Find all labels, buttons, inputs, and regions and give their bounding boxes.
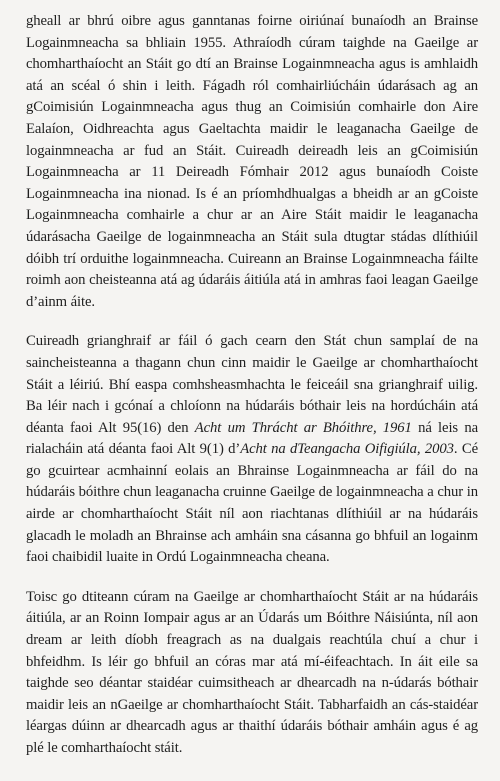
act-title-road-traffic: Acht um Thrácht ar Bhóithre, 1961 (194, 419, 412, 436)
body-paragraph-3 (26, 587, 478, 760)
paragraph-2-text-b: ná leis na rialacháin atá déanta faoi Alt 9(1) d’ (26, 419, 479, 458)
act-title-official-languages: Acht na dTeangacha Oifigiúla, 2003 (240, 441, 454, 458)
paragraph-2-text-a: Cuireadh grianghraif ar fáil ó gach cearn den Stát chun samplaí de na saincheisteanna a thagann chun cinn maidir le Gaeilge ar chomharthaíocht Stáit a léiriú. Bhí easpa comhsheasmhachta le feiceáil sna grianghraif uilig. Ba léir nach i gcónaí a chloíonn na húdaráis bóthair leis na hordúcháin atá déanta faoi Alt 95(16) den (26, 333, 478, 436)
body-paragraph-2 (26, 331, 478, 569)
paragraph-1-text: gheall ar bhrú oibre agus ganntanas foirne oiriúnaí bunaíodh an Brainse Logainmneacha sa bhliain 1955. Athraíodh cúram taighde na Gaeilge ar chomharthaíocht an Stáit go dtí an Brainse Logainmneacha agus is amhlaidh atá an scéal ó shin i leith. Fágadh ról comhairliúcháin údarásach ag an gCoimisiún Logainmneacha agus thug an Coimisiún comhairle don Aire Ealaíon, Oidhreachta agus Gaeltachta maidir le leaganacha Gaeilge de logainmneacha ar fud an Stáit. Cuireadh deireadh leis an gCoimisiún Logainmneacha ar 11 Deireadh Fómhair 2012 agus bunaíodh Coiste Logainmneacha ina nionad. Is é an príomhdhualgas a bheidh ar an gCoiste Logainmneacha comhairle a chur ar an Aire Stáit maidir le leaganacha údarásacha Gaeilge de logainmneacha an Stáit sula dtugtar stádas dlíthiúil dóibh trí orduithe logainmneacha. Cuireann an Brainse Logainmneacha fáilte roimh aon cheisteanna atá ag údaráis áitiúla atá in amhras faoi leagan Gaeilge d’ainm áite. (26, 13, 478, 310)
paragraph-2-text-c: . Cé go gcuirtear acmhainní eolais an Bhrainse Logainmneacha ar fáil do na húdaráis bóithre chun leaganacha cruinne Gaeilge de logainmneacha a chur in airde ar chomharthaíocht Stáit níl aon riachtanas dlíthiúil ar na húdaráis glacadh le moladh an Bhrainse ach amháin sna cásanna go bhfuil an logainm faoi chaibidil luaite in Ordú Logainmneacha cheana. (26, 441, 478, 566)
body-paragraph-1 (26, 11, 478, 313)
paragraph-3-text: Toisc go dtiteann cúram na Gaeilge ar chomharthaíocht Stáit ar na húdaráis áitiúla, ar an Roinn Iompair agus ar an Údarás um Bóithre Náisiúnta, níl aon dream ar leith díobh freagrach as na dualgais reachtúla chuí a chur i bhfeidhm. Is léir go bhfuil an córas mar atá mí-éifeachtach. In áit eile sa taighde seo déantar staidéar cuimsitheach ar dhearcadh na n-údarás bóthair maidir leis an nGaeilge ar chomharthaíocht Stáit. Tabharfaidh an cás-staidéar léargas dúinn ar dhearcadh agus ar thaithí údaráis bóthair amháin agus é ag plé le comharthaíocht stáit. (26, 588, 478, 756)
